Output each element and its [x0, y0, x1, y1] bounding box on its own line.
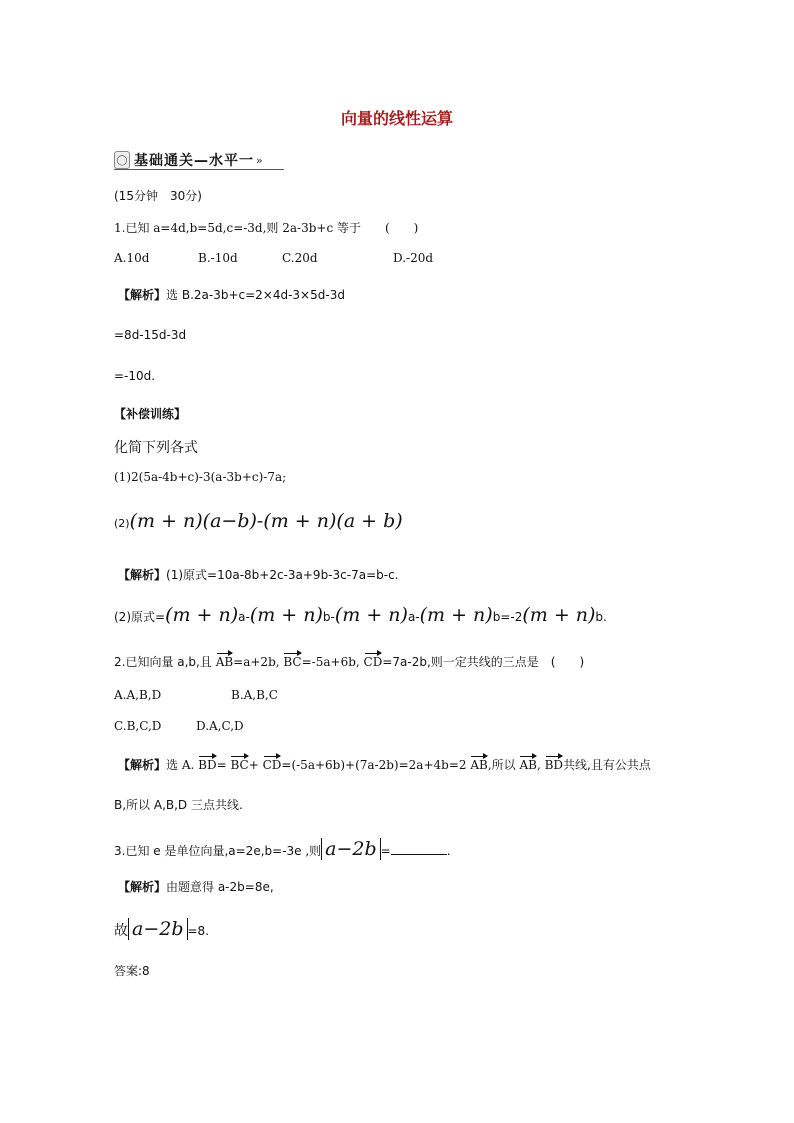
- analysis-label: 【解析】: [118, 568, 167, 582]
- analysis2-text-3: a-: [407, 610, 420, 624]
- q1-analysis-line3: =-10d.: [114, 369, 156, 383]
- q2-stem-c: =-5a+6b,: [301, 655, 364, 669]
- q1-analysis-line1: 选 B.2a-3b+c=2×4d-3×5d-3d: [166, 288, 345, 302]
- q3-analysis: [118, 878, 274, 895]
- q2-analysis: [118, 756, 651, 773]
- compensation-item2: [114, 510, 403, 532]
- q3-answer: 答案:8: [114, 964, 150, 978]
- q3-analysis2: [114, 918, 209, 940]
- q2-option-b: B.A,B,C: [231, 688, 278, 702]
- analysis2-prefix: (2)原式=: [114, 610, 166, 624]
- analysis2-math-4: (m + n): [419, 604, 493, 626]
- analysis2-math-5: (m + n): [522, 604, 596, 626]
- q2-analysis-a: 选 A.: [166, 758, 199, 772]
- q3-stem-b: =: [380, 844, 391, 858]
- vector-bd: BD: [544, 758, 564, 772]
- analysis2-text-4: b=-2: [492, 610, 523, 624]
- q2-analysis-b: =: [216, 758, 231, 772]
- q2-option-c: C.B,C,D: [114, 719, 162, 733]
- analysis2-text-5: b.: [595, 610, 607, 624]
- lightbulb-icon: ◯: [114, 151, 130, 169]
- analysis2-text-1: a-: [238, 610, 250, 624]
- vector-bd: BD: [198, 758, 217, 772]
- q2-analysis-f: ,: [536, 758, 545, 772]
- q3-stem-a: 3.已知 e 是单位向量,a=2e,b=-3e ,则: [114, 844, 322, 858]
- q1-option-d: D.-20d: [393, 251, 434, 265]
- vector-ab: AB: [215, 655, 234, 669]
- section-header: [114, 150, 263, 170]
- q1-analysis: [118, 286, 345, 303]
- q1-option-a: A.10d: [114, 251, 150, 265]
- page-title: 向量的线性运算: [340, 109, 453, 128]
- vector-ab: AB: [519, 758, 537, 772]
- item2-math: (m + n)(a−b)-(m + n)(a + b): [129, 510, 403, 532]
- analysis2-text-2: b-: [322, 610, 335, 624]
- compensation-item1: (1)2(5a-4b+c)-3(a-3b+c)-7a;: [114, 470, 287, 484]
- section-label: 基础通关—水平一: [134, 153, 254, 169]
- q2-stem-d: =7a-2b,则一定共线的三点是 ( ): [382, 655, 585, 669]
- q3-analysis1-text: 由题意得 a-2b=8e,: [166, 880, 274, 894]
- compensation-analysis1-text: (1)原式=10a-8b+2c-3a+9b-3c-7a=b-c.: [166, 568, 399, 582]
- q1-stem: 1.已知 a=4d,b=5d,c=-3d,则 2a-3b+c 等于 ( ): [114, 221, 419, 235]
- double-chevron-icon: »: [256, 153, 263, 167]
- analysis2-math-1: (m + n): [165, 604, 239, 626]
- abs-expression: a−2b: [128, 918, 188, 940]
- vector-bc: BC: [230, 758, 249, 772]
- time-score: (15分钟 30分): [114, 189, 202, 203]
- compensation-label: 【补偿训练】: [114, 407, 187, 421]
- analysis2-math-2: (m + n): [249, 604, 323, 626]
- q2-analysis-d: =(-5a+6b)+(7a-2b)=2a+4b=2: [281, 758, 471, 772]
- q2-stem: [114, 653, 584, 670]
- q2-analysis-c: +: [248, 758, 263, 772]
- compensation-analysis2: [114, 604, 607, 626]
- q2-stem-b: =a+2b,: [233, 655, 284, 669]
- q1-option-c: C.20d: [282, 251, 318, 265]
- analysis-label: 【解析】: [118, 880, 167, 894]
- q3-stem: [114, 838, 451, 860]
- q1-analysis-line2: =8d-15d-3d: [114, 328, 187, 342]
- answer-blank[interactable]: [391, 842, 447, 855]
- analysis-label: 【解析】: [118, 288, 167, 302]
- q2-stem-a: 2.已知向量 a,b,且: [114, 655, 216, 669]
- analysis-label: 【解析】: [118, 758, 167, 772]
- vector-cd: CD: [262, 758, 282, 772]
- q2-analysis-e: ,所以: [487, 758, 520, 772]
- item2-prefix: (2): [114, 517, 130, 530]
- compensation-heading: 化简下列各式: [114, 440, 198, 456]
- q2-option-d: D.A,C,D: [196, 719, 244, 733]
- section-underline: [114, 169, 284, 170]
- compensation-analysis1: [118, 566, 398, 583]
- q1-option-b: B.-10d: [198, 251, 238, 265]
- q3-analysis2-prefix: 故: [114, 923, 128, 939]
- q3-stem-c: .: [446, 844, 451, 858]
- vector-bc: BC: [283, 655, 302, 669]
- q2-analysis-g: 共线,且有公共点: [563, 758, 651, 772]
- q3-analysis2-suffix: =8.: [187, 924, 210, 938]
- q2-option-a: A.A,B,D: [114, 688, 162, 702]
- analysis2-math-3: (m + n): [334, 604, 408, 626]
- abs-expression: a−2b: [321, 838, 381, 860]
- vector-ab: AB: [470, 758, 488, 772]
- vector-cd: CD: [363, 655, 383, 669]
- q2-analysis-line2: B,所以 A,B,D 三点共线.: [114, 798, 243, 812]
